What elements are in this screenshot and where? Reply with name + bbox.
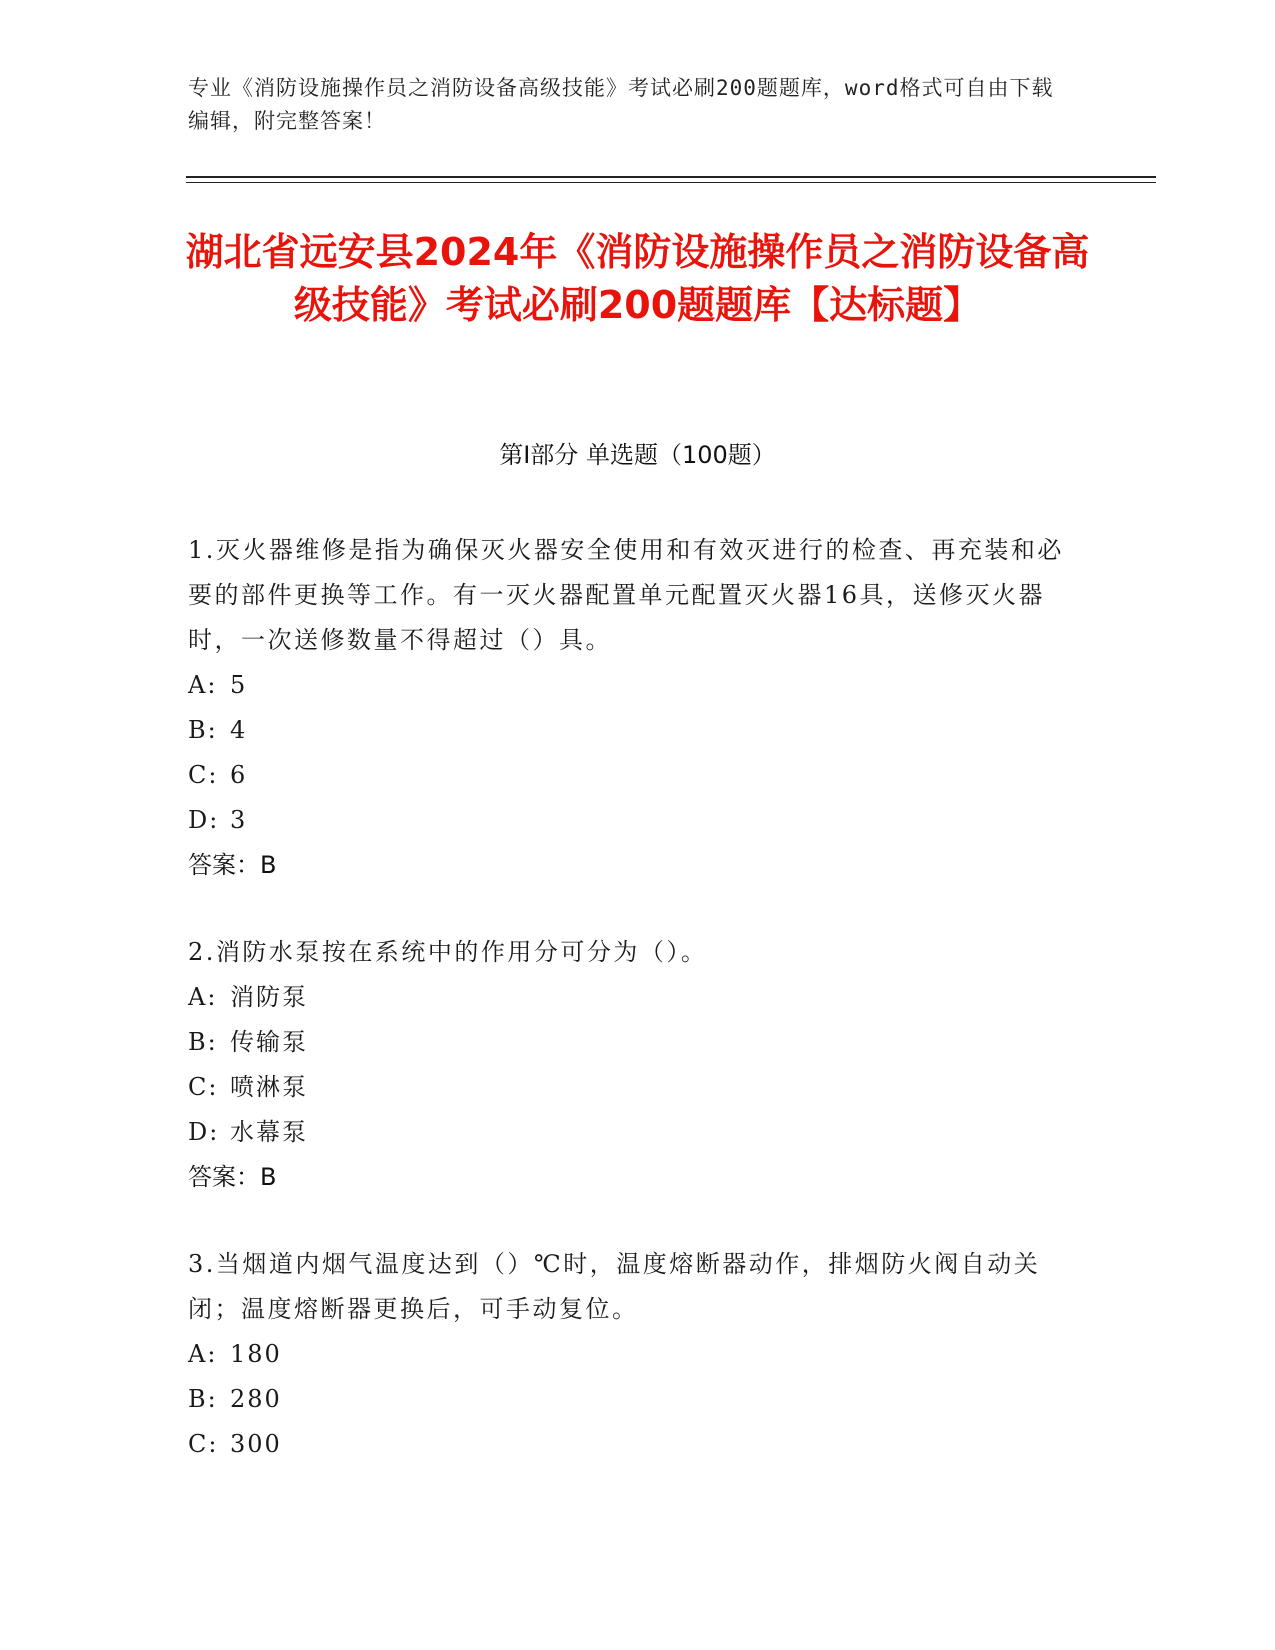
option-text: 3 bbox=[230, 806, 248, 834]
option-text: 喷淋泵 bbox=[230, 1073, 308, 1101]
option-c bbox=[188, 1065, 1068, 1110]
option-letter: B: bbox=[188, 716, 218, 744]
option-a bbox=[188, 663, 1068, 708]
option-letter: A: bbox=[188, 1340, 218, 1368]
question-stem: 1.灭火器维修是指为确保灭火器安全使用和有效灭进行的检查、再充装和必要的部件更换等工作。有一灭火器配置单元配置灭火器16具，送修灭火器时，一次送修数量不得超过（）具。 bbox=[188, 536, 1064, 654]
option-text: 传输泵 bbox=[230, 1028, 308, 1056]
answer-line: 答案：B bbox=[188, 851, 277, 879]
option-text: 4 bbox=[230, 716, 248, 744]
option-letter: C: bbox=[188, 1073, 219, 1101]
option-d bbox=[188, 1110, 1068, 1155]
option-b bbox=[188, 1377, 1068, 1422]
option-text: 180 bbox=[230, 1340, 282, 1368]
option-letter: A: bbox=[188, 671, 218, 699]
option-letter: C: bbox=[188, 1430, 219, 1458]
option-d bbox=[188, 798, 1068, 843]
option-letter: B: bbox=[188, 1385, 218, 1413]
option-a bbox=[188, 975, 1068, 1020]
header-note: 专业《消防设施操作员之消防设备高级技能》考试必刷200题题库，word格式可自由下载编辑，附完整答案！ bbox=[188, 76, 1054, 133]
option-text: 6 bbox=[230, 761, 248, 789]
option-letter: B: bbox=[188, 1028, 218, 1056]
option-text: 消防泵 bbox=[230, 983, 308, 1011]
header-divider-thick bbox=[186, 176, 1156, 178]
document-title: 湖北省远安县2024年《消防设施操作员之消防设备高级技能》考试必刷200题题库【达标题】 bbox=[185, 230, 1090, 327]
question-1 bbox=[188, 528, 1068, 888]
option-text: 5 bbox=[230, 671, 248, 699]
question-3 bbox=[188, 1242, 1068, 1467]
option-c bbox=[188, 753, 1068, 798]
question-list bbox=[188, 528, 1068, 1509]
option-c bbox=[188, 1422, 1068, 1467]
option-letter: D: bbox=[188, 806, 220, 834]
option-a bbox=[188, 1332, 1068, 1377]
option-text: 280 bbox=[230, 1385, 282, 1413]
option-letter: A: bbox=[188, 983, 218, 1011]
section-title: 第I部分 单选题（100题） bbox=[499, 441, 776, 469]
option-text: 水幕泵 bbox=[230, 1118, 308, 1146]
option-letter: C: bbox=[188, 761, 219, 789]
question-2 bbox=[188, 930, 1068, 1200]
option-text: 300 bbox=[230, 1430, 282, 1458]
question-stem: 3.当烟道内烟气温度达到（）℃时，温度熔断器动作，排烟防火阀自动关闭；温度熔断器更换后，可手动复位。 bbox=[188, 1250, 1041, 1323]
header-divider-thin bbox=[186, 182, 1156, 183]
option-b bbox=[188, 1020, 1068, 1065]
question-stem: 2.消防水泵按在系统中的作用分可分为（）。 bbox=[188, 938, 708, 966]
option-b bbox=[188, 708, 1068, 753]
answer-line: 答案：B bbox=[188, 1163, 277, 1191]
option-letter: D: bbox=[188, 1118, 220, 1146]
